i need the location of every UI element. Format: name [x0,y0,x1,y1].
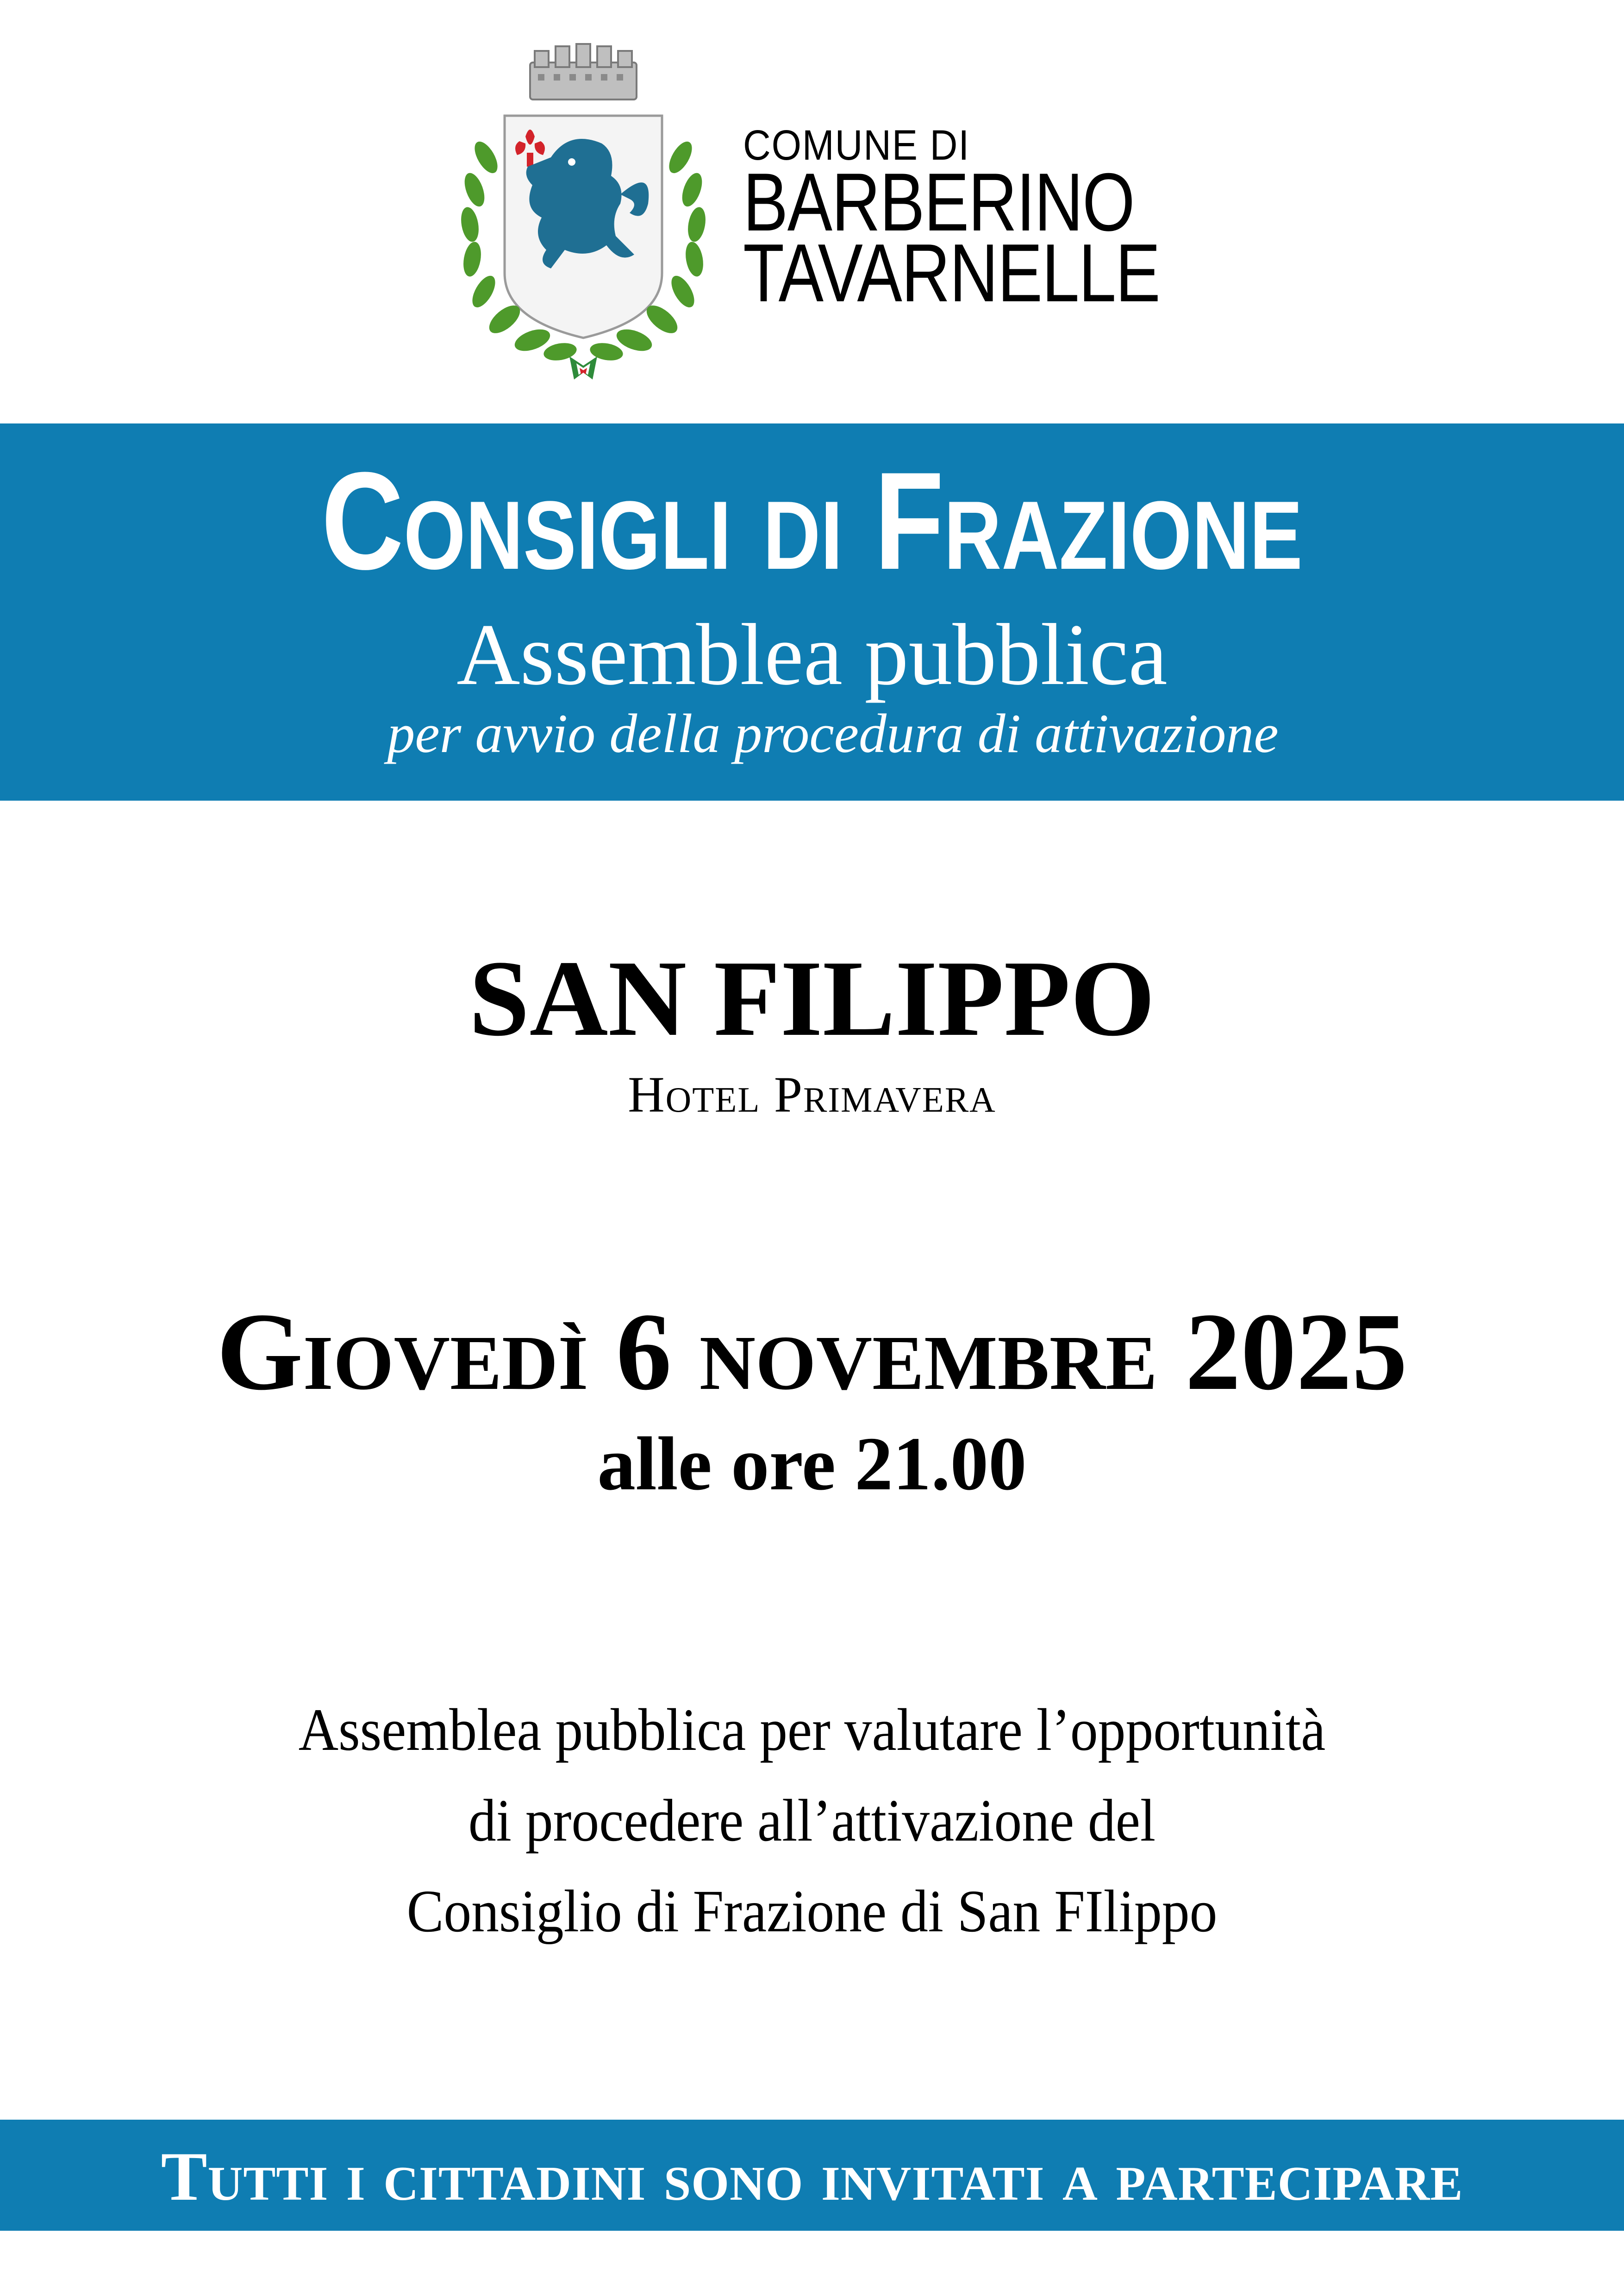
coat-of-arms-icon [417,42,750,393]
event-description [0,1685,1624,1957]
comune-line-2: TAVARNELLE [743,227,1160,319]
footer-invite: Tutti i cittadini sono invitati a partecipare [161,2138,1463,2215]
footer-banner [0,2120,1624,2231]
title-banner [0,423,1624,801]
description-line-3: Consiglio di Frazione di San FIlippo [406,1878,1218,1945]
description-line-2: di procedere all’attivazione del [468,1787,1156,1854]
banner-subtitle: Assemblea pubblica [456,606,1168,703]
description-line-1: Assemblea pubblica per valutare l’opportunità [298,1697,1326,1763]
event-venue: Hotel Primavera [628,1066,996,1123]
municipality-name [743,122,1251,319]
banner-title: Consigli di Frazione [321,443,1303,598]
event-time: alle ore 21.00 [597,1421,1027,1506]
comune-di-label: COMUNE DI [743,122,970,169]
page-header [0,0,1624,423]
comune-line-1: BARBERINO [743,156,1134,248]
event-date: Giovedì 6 novembre 2025 [216,1290,1408,1413]
event-place: SAN FILIPPO [469,938,1155,1058]
banner-subtitle-2: per avvio della procedura di attivazione [387,703,1279,764]
